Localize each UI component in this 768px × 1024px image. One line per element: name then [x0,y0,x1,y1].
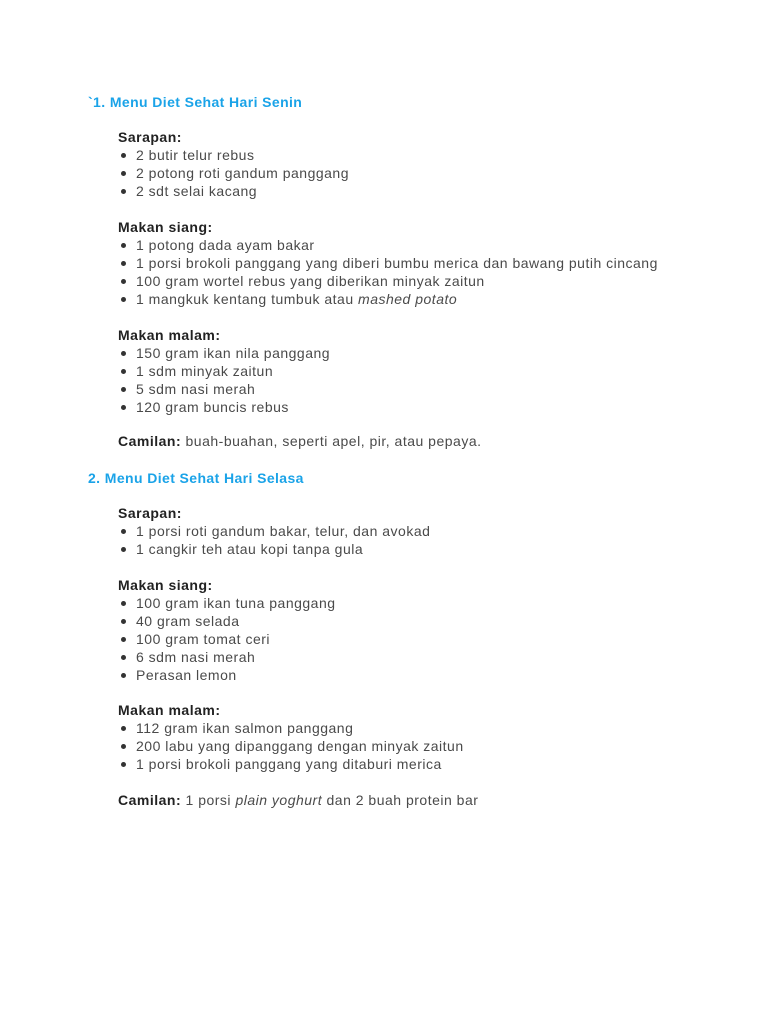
day2-lunch-list [118,594,336,684]
day2-dinner [118,701,464,773]
day2-snack-text-before: 1 porsi [181,792,236,808]
day1-dinner-label: Makan malam: [118,327,221,343]
day2-snack [118,791,478,809]
day1-snack [118,432,482,450]
list-item: 112 gram ikan salmon panggang [118,719,464,737]
list-item [118,290,658,308]
day2-snack-label: Camilan: [118,792,182,808]
list-item: 1 porsi roti gandum bakar, telur, dan avokad [118,522,430,540]
list-item: 5 sdm nasi merah [118,380,330,398]
list-item: 2 sdt selai kacang [118,182,349,200]
day1-snack-text: buah-buahan, seperti apel, pir, atau pepaya. [181,433,482,449]
list-item: 1 potong dada ayam bakar [118,236,658,254]
day1-breakfast-list [118,146,349,200]
list-item: 2 potong roti gandum panggang [118,164,349,182]
day1-dinner [118,326,330,416]
day1-title: `1. Menu Diet Sehat Hari Senin [88,94,303,110]
day1-breakfast-label: Sarapan: [118,129,182,145]
list-item: 40 gram selada [118,612,336,630]
day2-dinner-list [118,719,464,773]
list-item: 100 gram ikan tuna panggang [118,594,336,612]
list-item-text: 1 mangkuk kentang tumbuk atau [136,291,359,307]
list-item-italic: mashed potato [358,291,458,307]
day2-lunch-label: Makan siang: [118,577,213,593]
day2-breakfast-list [118,522,430,558]
list-item: Perasan lemon [118,666,336,684]
day2-snack-text-after: dan 2 buah protein bar [322,792,479,808]
list-item: 1 porsi brokoli panggang yang ditaburi merica [118,755,464,773]
list-item: 2 butir telur rebus [118,146,349,164]
day1-breakfast [118,128,349,200]
day1-lunch-list [118,236,658,308]
list-item: 1 porsi brokoli panggang yang diberi bumbu merica dan bawang putih cincang [118,254,658,272]
list-item: 200 labu yang dipanggang dengan minyak zaitun [118,737,464,755]
list-item: 1 sdm minyak zaitun [118,362,330,380]
day2-breakfast [118,504,430,558]
day2-dinner-label: Makan malam: [118,702,221,718]
day2-breakfast-label: Sarapan: [118,505,182,521]
list-item: 1 cangkir teh atau kopi tanpa gula [118,540,430,558]
list-item: 6 sdm nasi merah [118,648,336,666]
day1-lunch [118,218,658,308]
day2-lunch [118,576,336,684]
list-item: 150 gram ikan nila panggang [118,344,330,362]
day1-lunch-label: Makan siang: [118,219,213,235]
list-item: 100 gram tomat ceri [118,630,336,648]
day1-dinner-list [118,344,330,416]
day1-snack-label: Camilan: [118,433,182,449]
day2-snack-italic: plain yoghurt [235,792,323,808]
list-item: 120 gram buncis rebus [118,398,330,416]
list-item: 100 gram wortel rebus yang diberikan minyak zaitun [118,272,658,290]
day2-title: 2. Menu Diet Sehat Hari Selasa [88,470,304,486]
